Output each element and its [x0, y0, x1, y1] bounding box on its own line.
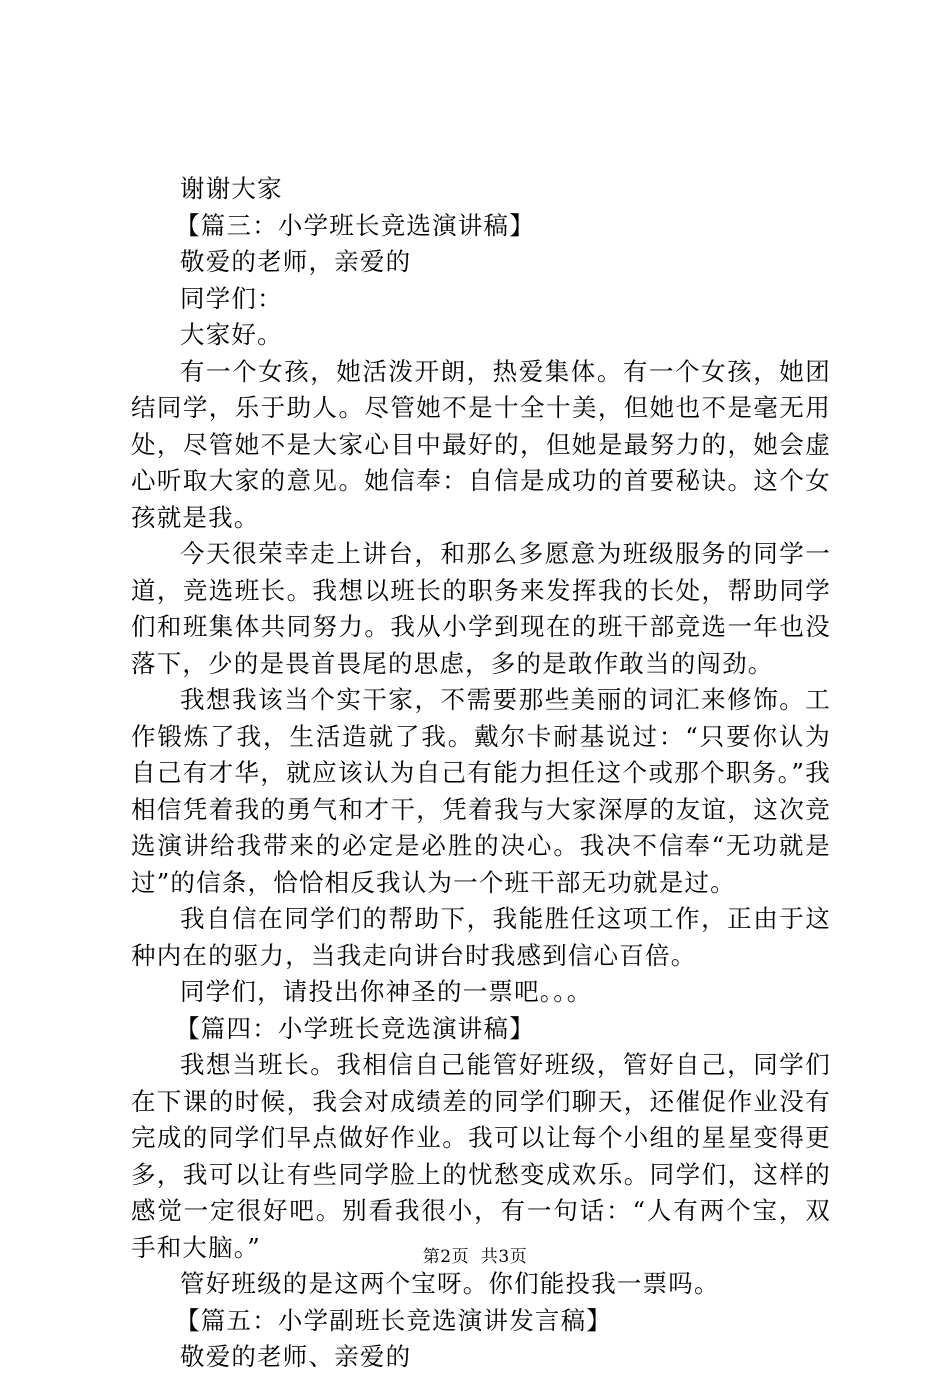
- paragraph-closing: 谢谢大家: [180, 174, 283, 203]
- paragraph-body: 我自信在同学们的帮助下，我能胜任这项工作，正由于这种内在的驱力，当我走向讲台时我感到信心百倍。: [131, 904, 831, 970]
- paragraph-greeting: 大家好。: [180, 320, 283, 349]
- paragraph-salutation: 敬爱的老师，亲爱的: [180, 247, 412, 276]
- document-body: [131, 171, 831, 1376]
- paragraph-salutation: 敬爱的老师、亲爱的: [180, 1342, 412, 1371]
- paragraph-body: 有一个女孩，她活泼开朗，热爱集体。有一个女孩，她团结同学，乐于助人。尽管她不是十全十美，但她也不是毫无用处，尽管她不是大家心目中最好的，但她是最努力的，她会虚心听取大家的意见。她信奉：自信是成功的首要秘诀。这个女孩就是我。: [131, 356, 831, 532]
- paragraph-body: 我想当班长。我相信自己能管好班级，管好自己，同学们在下课的时候，我会对成绩差的同学们聊天，还催促作业没有完成的同学们早点做好作业。我可以让每个小组的星星变得更多，我可以让有些同学脸上的忧愁变成欢乐。同学们，这样的感觉一定很好吧。别看我很小，有一句话：“人有两个宝，双手和大脑。”: [131, 1050, 831, 1262]
- paragraph-body: 今天很荣幸走上讲台，和那么多愿意为班级服务的同学一道，竞选班长。我想以班长的职务来发挥我的长处，帮助同学们和班集体共同努力。我从小学到现在的班干部竞选一年也没落下，少的是畏首畏尾的思虑，多的是敢作敢当的闯劲。: [131, 539, 831, 678]
- page-footer: [0, 1242, 950, 1267]
- page-number-label: 第2页 共3页: [422, 1247, 528, 1267]
- section-heading-4: 【篇四：小学班长竞选演讲稿】: [175, 1013, 535, 1043]
- paragraph-salutation-cont: 同学们：: [180, 283, 283, 313]
- paragraph-body: 我想我该当个实干家，不需要那些美丽的词汇来修饰。工作锻炼了我，生活造就了我。戴尔卡耐基说过：“只要你认为自己有才华，就应该认为自己有能力担任这个或那个职务。”我相信凭着我的勇气和才干，凭着我与大家深厚的友谊，这次竞选演讲给我带来的必定是必胜的决心。我决不信奉“无功就是过”的信条，恰恰相反我认为一个班干部无功就是过。: [131, 685, 831, 897]
- section-heading-5: 【篇五：小学副班长竞选演讲发言稿】: [175, 1305, 612, 1335]
- paragraph-body: 同学们，请投出你神圣的一票吧。。。: [180, 977, 593, 1006]
- section-heading-3: 【篇三：小学班长竞选演讲稿】: [175, 210, 535, 240]
- paragraph-body: 管好班级的是这两个宝呀。你们能投我一票吗。: [180, 1269, 720, 1298]
